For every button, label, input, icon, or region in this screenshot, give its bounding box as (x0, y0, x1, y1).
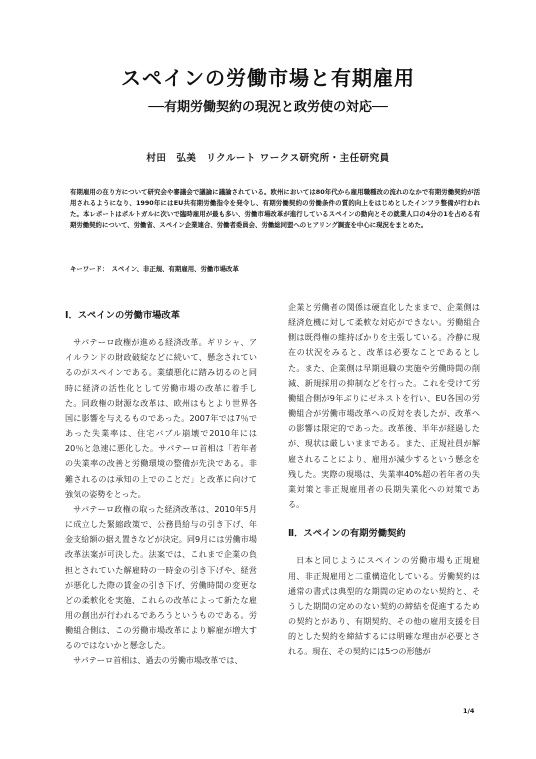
author-line: 村田 弘美 リクルート ワークス研究所・主任研究員 (146, 153, 390, 164)
right-column (288, 300, 480, 659)
paragraph: サパテーロ政権の取った経済改革は、2010年5月に成立した緊縮政策で、公務員給与の引き下げ、年金支給額の据え置きなどが決定。同9月には労働市場改革法案が可決した。法案では、これまで企業の負担とされていた解雇時の一時金の引き下げや、経営が悪化した際の賃金の引き下げ、労働時間の変更などの柔軟化を実施、これらの改革によって新たな雇用の創出が行われるであろうというものである。労働組合側は、この労働市場改革により解雇が増大するのではないかと懸念した。 (65, 503, 257, 651)
keywords: キーワード： スペイン、非正規、有期雇用、労働市場改革 (70, 265, 239, 273)
left-column (65, 300, 257, 669)
section-heading-2: Ⅱ．スペインの有期労働契約 (288, 528, 406, 540)
article-subtitle: ──有期労働契約の現況と政労使の対応── (148, 100, 388, 115)
article-title: スペインの労働市場と有期雇用 (121, 66, 415, 90)
paragraph: サパテーロ首相は、過去の労働市場改革では、 (73, 655, 243, 666)
section-heading-1: Ⅰ．スペインの労働市場改革 (65, 310, 181, 321)
paragraph: サパテーロ政権が進める経済改革。ギリシャ、アイルランドの財政破綻などに続いて、懸念されているのがスペインである。業績悪化に踏み切るのと同時に経済の活性化として労働市場の改革に着手した。同政権の財源な改革は、欧州はもとより世界各国に影響を与えるものであった。2007年では7％であった失業率は、住宅バブル崩壊で2010年には20％と急速に悪化した。サパテーロ首相は「若年者の失業率の改善と労働環境の整備が先決である。非難されるのは承知の上でのことだ」と改革に向けて強気の姿勢をとった。 (65, 337, 257, 499)
paragraph: 企業と労働者の関係は硬直化したままで、企業側は経済危機に対して柔軟な対応ができない。労働組合側は既得権の維持ばかりを主張している。冷静に現在の状況をみると、改革は必要なことであるとした。また、企業側は早期退職の実施や労働時間の削減、新規採用の抑制などを行った。これを受けて労働組合側が9年ぶりにゼネストを行い、EU各国の労働組合が労働市場改革への反対を表したが、改革への影響は限定的であった。改革後、半年が経過したが、現状は厳しいままである。また、正規社員が解雇されることにより、雇用が減少するという懸念を残した。実際の現場は、失業率40%超の若年者の失業対策と非正規雇用者の長期失業化への対策である。 (288, 302, 480, 510)
paragraph: 日本と同じようにスペインの労働市場も正規雇用、非正規雇用と二重構造化している。労働契約は通常の書式は典型的な期間の定めのない契約と、そうした期間の定めのない契約の締結を促進するための契約とがあり、有期契約、その他の雇用支援を目的とした契約を締結するには明確な理由が必要とされる。現在、その契約には5つの形態が (288, 555, 480, 657)
abstract: 有期雇用の在り方について研究会や審議会で議論に議論されている。欧州においては80年代から雇用職種改の流れのなかで有期労働契約が活用されるようになり、1990年にはEU共有期労働指令を発令し、有期労働契約の労働条件の質的向上をはじめとしたインフラ整備が行われた。本レポートはポルトガルに次いで臨時雇用が最も多い、労働市場改革が進行しているスペインの動向とその就業人口の4分の1を占める有期労働契約について、労働省、スペイン企業連合、労働者委員会、労働総同盟へのヒアリング調査を中心に現況をまとめた。 (70, 188, 480, 229)
page-number: 1/4 (463, 707, 475, 715)
